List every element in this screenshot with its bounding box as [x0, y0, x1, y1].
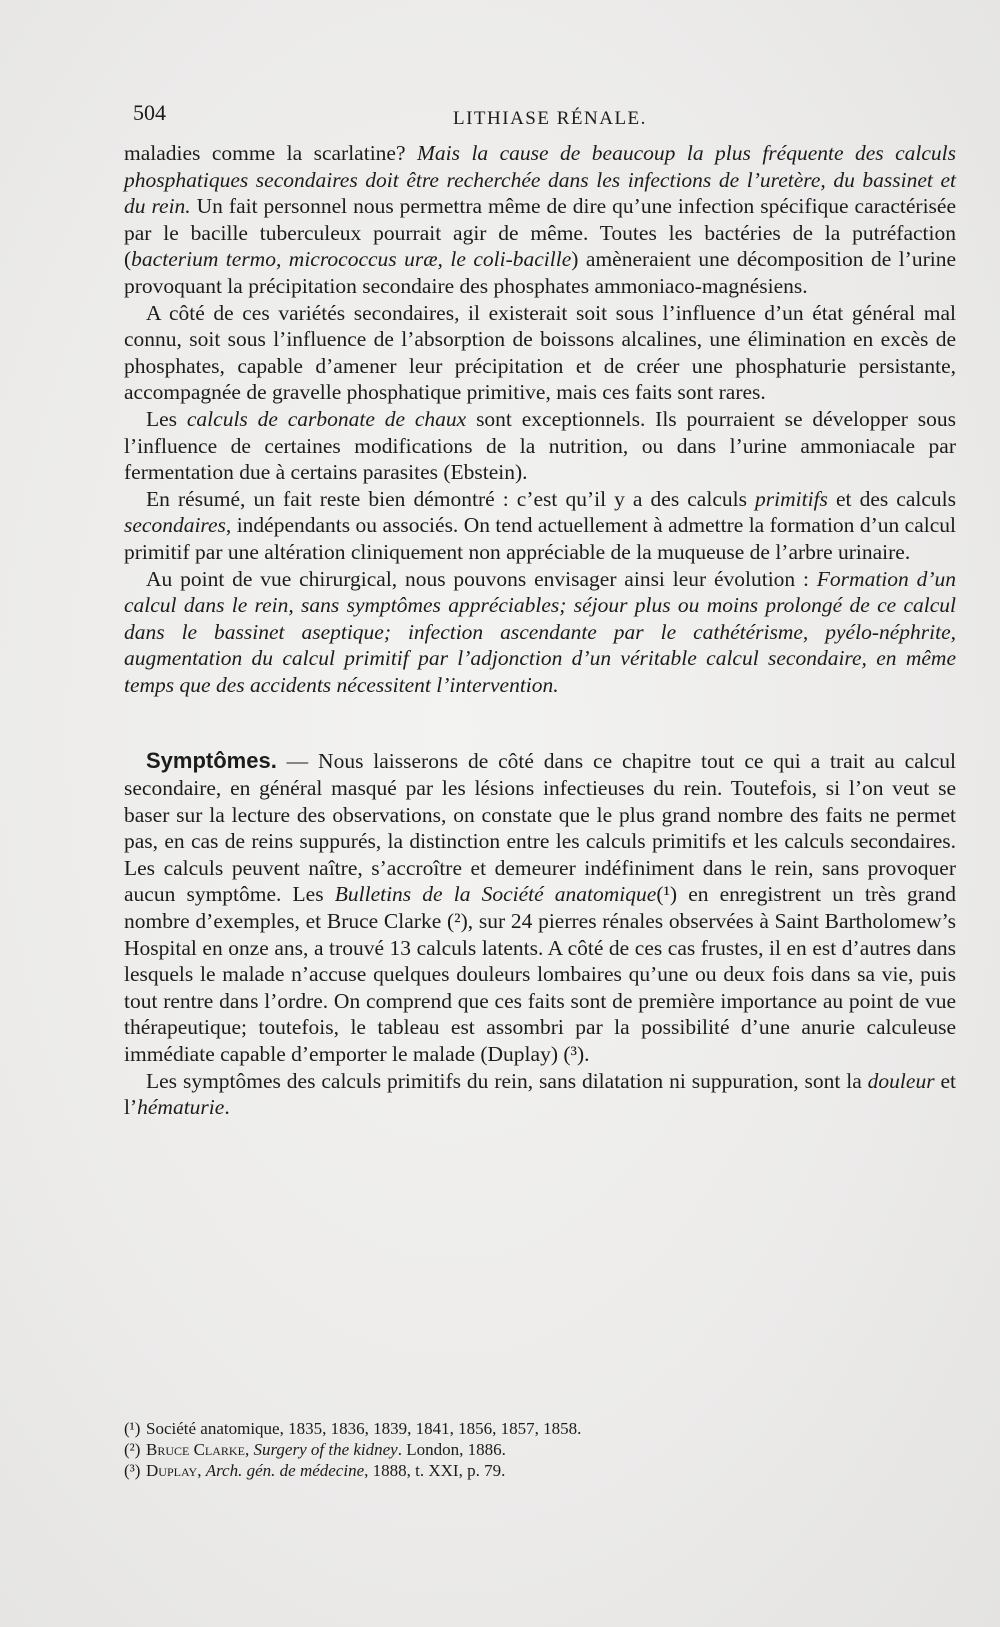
- footnote-title: Surgery of the kidney: [253, 1440, 398, 1459]
- emphasis-text: Formation d’un calcul dans le rein, sans symptômes appréciables; séjour plus ou moins prolongé de ce calcul dans le bassinet aseptique; infection ascendante par le cathétérisme, pyélo-néphrite, augmentation du calcul primitif par l’adjonction d’un véritable calcul secondaire, en même temps que des accidents nécessitent l’intervention.: [124, 566, 956, 697]
- emphasis-text: secondaires: [124, 513, 226, 538]
- footnote-3: [124, 1460, 744, 1481]
- footnote-ref: (³): [563, 1042, 585, 1066]
- emphasis-text: douleur: [867, 1068, 935, 1093]
- text-run: et des calculs: [827, 486, 956, 511]
- footnote-2: [124, 1439, 744, 1460]
- footnote-rest: , 1888, t. XXI, p. 79.: [364, 1461, 506, 1480]
- emphasis-text: bacterium termo, micrococcus uræ, le coli-bacille: [131, 247, 572, 272]
- section-spacer: [124, 698, 956, 748]
- text-run: , sur 24 pierres rénales observées à Saint Bartholomew’s Hospital en onze ans, a trouvé 13 calculs latents. A côté de ces cas frustes, il en est d’autres dans lesquels le malade n’accuse quelques douleurs lombaires qu’une ou deux fois dans sa vie, puis tout rentre dans l’ordre. On comprend que ces faits sont de première importance au point de vue thérapeutique; toutefois, le tableau est assombri par la possibilité d’une anurie calculeuse immédiate capable d’emporter le malade (Duplay): [124, 909, 956, 1066]
- text-run: sont exceptionnels. Ils pourraient se développer sous l’influence de certaines modifications de la nutrition, ou dans l’urine ammoniacale par fermentation due à certains parasites (Ebstein).: [124, 406, 957, 485]
- footnote-marker: (¹): [124, 1419, 141, 1438]
- emphasis-text: hématurie: [137, 1095, 225, 1120]
- footnotes: [124, 1418, 744, 1481]
- text-run: , indépendants ou associés. On tend actuellement à admettre la formation d’un calcul primitif par une altération cliniquement non appréciable de la muqueuse de l’arbre urinaire.: [124, 513, 956, 564]
- running-title: LITHIASE RÉNALE.: [453, 108, 647, 129]
- footnote-ref: (¹): [656, 882, 678, 907]
- emphasis-text: Mais la cause de beaucoup la plus fréquente des calculs phosphatiques secondaires doit être recherchée dans les infections de l’uretère, du bassinet et du rein.: [124, 141, 957, 219]
- paragraph-symptoms: [124, 748, 956, 1067]
- footnote-rest: . London, 1886.: [397, 1440, 506, 1459]
- text-run: Les: [146, 406, 187, 431]
- emphasis-text: primitifs: [755, 486, 828, 511]
- footnote-separator: ,: [244, 1440, 254, 1459]
- page-header: [133, 100, 953, 130]
- text-run: — Nous laisserons de côté dans ce chapitre tout ce qui a trait au calcul secondaire, en général masqué par les lésions infectieuses du rein. Toutefois, si l’on veut se baser sur la lecture des observations, on constate que le plus grand nombre des faits ne permet pas, en cas de reins suppurés, la distinction entre les calculs primitifs et les calculs secondaires. Les calculs peuvent naître, s’accroître et demeurer indéfiniment dans le rein, sans provoquer aucun symptôme. Les: [124, 749, 956, 907]
- text-run: Un fait personnel nous permettra même de dire qu’une infection spécifique caractérisée par le bacille tuberculeux pourrait agir de même. Toutes les bactéries de la putréfaction (: [124, 194, 956, 272]
- paragraph-continuation: [124, 140, 956, 300]
- footnote-title: Arch. gén. de médecine: [205, 1461, 365, 1480]
- emphasis-text: calculs de carbonate de chaux: [186, 406, 467, 431]
- footnote-marker: (²): [124, 1440, 141, 1459]
- text-run: et l’: [124, 1068, 956, 1120]
- text-run: ) amèneraient une décomposition de l’urine provoquant la précipitation secondaire des phosphates ammoniaco-magnésiens.: [124, 247, 956, 298]
- text-run: Les symptômes des calculs primitifs du rein, sans dilatation ni suppuration, sont la: [146, 1068, 868, 1093]
- footnote-author: Duplay: [146, 1461, 198, 1480]
- text-run: maladies comme la scarlatine?: [124, 141, 417, 165]
- footnote-author: Bruce Clarke: [146, 1440, 245, 1459]
- footnote-ref: (²): [446, 909, 468, 934]
- paragraph-carbonate-calculi: [124, 406, 956, 486]
- text-run: En résumé, un fait reste bien démontré : c’est qu’il y a des calculs: [146, 486, 756, 511]
- page-number: 504: [133, 100, 166, 125]
- text-run: en enregistrent un très grand nombre d’exemples, et Bruce Clarke: [124, 882, 957, 934]
- text-run: .: [224, 1095, 230, 1120]
- footnote-separator: ,: [197, 1461, 206, 1480]
- body-text: [124, 140, 956, 1121]
- paragraph-summary: [124, 486, 956, 566]
- footnote-1: [124, 1418, 744, 1439]
- text-run: .: [584, 1042, 590, 1066]
- footnote-marker: (³): [124, 1461, 141, 1480]
- footnote-text: Société anatomique, 1835, 1836, 1839, 1841, 1856, 1857, 1858.: [146, 1419, 582, 1438]
- emphasis-text: Bulletins de la Société anatomique: [334, 882, 657, 907]
- paragraph-secondary-varieties: A côté de ces variétés secondaires, il existerait soit sous l’influence d’un état général mal connu, soit sous l’influence de l’absorption de boissons alcalines, une élimination en excès de phosphates, capable d’amener leur précipitation et de créer une phosphaturie persistante, accompagnée de gravelle phosphatique primitive, mais ces faits sont rares.: [124, 300, 956, 405]
- section-heading-symptoms: Symptômes.: [146, 748, 277, 774]
- paragraph-surgical-evolution: [124, 566, 956, 699]
- text-run: Au point de vue chirurgical, nous pouvons envisager ainsi leur évolution :: [146, 566, 817, 591]
- paragraph-primary-symptoms: [124, 1068, 956, 1121]
